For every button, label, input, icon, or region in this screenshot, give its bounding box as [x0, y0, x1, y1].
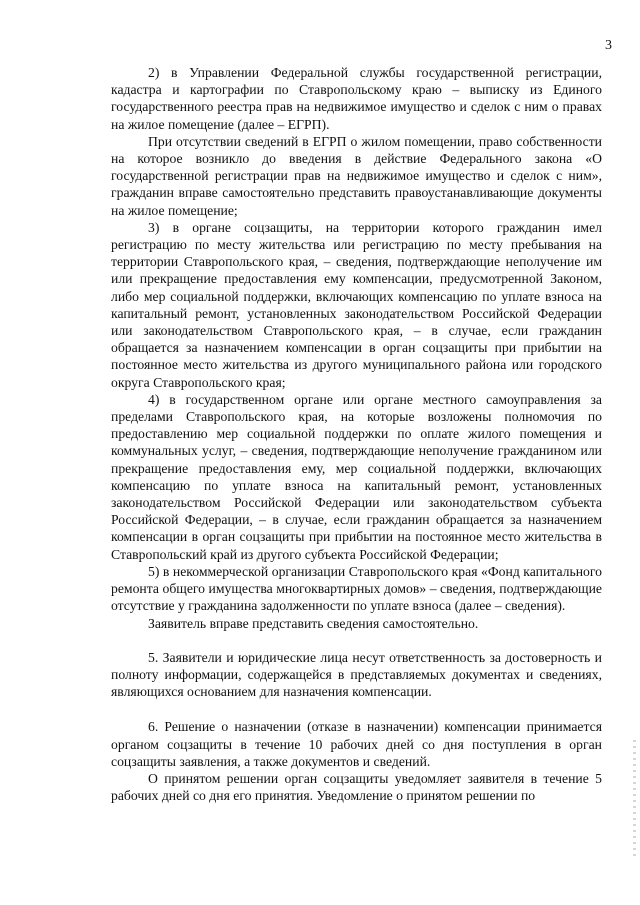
paragraph-item-4: 4) в государственном органе или органе местного самоуправления за пределами Ставропольского края, на которые возложены полномочия по предоставлению мер социальной поддержки по оплате жилого помещения и коммунальных услуг, – сведения, подтверждающие неполучение гражданином или прекращение предоставления ему, мер социальной поддержки, включающих компенсацию по уплате взноса на капитальный ремонт, установленных законодательством Российской Федерации или законодательством субъекта Российской Федерации, – в случае, если гражданин обращается за назначением компенсации в орган соцзащиты при прибытии на постоянное место жительства в Ставропольский край из другого субъекта Российской Федерации; [111, 391, 602, 562]
scan-margin-marks [633, 740, 636, 860]
page-number: 3 [605, 38, 612, 53]
paragraph-item-2: 2) в Управлении Федеральной службы государственной регистрации, кадастра и картографии по Ставропольскому краю – выписку из Единого государственного реестра прав на недвижимое имущество и сделок с ним о правах на жилое помещение (далее – ЕГРП). [111, 65, 602, 132]
paragraph-self-submit: Заявитель вправе представить сведения самостоятельно. [148, 615, 479, 631]
paragraph-item-5: 5) в некоммерческой организации Ставропольского края «Фонд капитального ремонта общего имущества многоквартирных домов» – сведения, подтверждающие отсутствие у гражданина задолженности по уплате взноса (далее – сведения). [111, 563, 602, 614]
paragraph-item-3: 3) в органе соцзащиты, на территории которого гражданин имел регистрацию по месту жительства или регистрацию по месту пребывания на территории Ставропольского края, – сведения, подтверждающие неполучение им или прекращение предоставления ему компенсации, предусмотренной Законом, либо мер социальной поддержки, включающих компенсацию по уплате взноса на капитальный ремонт, установленных законодательством Российской Федерации или законодательством Ставропольского края, – в случае, если гражданин обращается за назначением компенсации в орган соцзащиты при прибытии на постоянное место жительства из другого муниципального района или городского округа Ставропольского края; [111, 219, 602, 390]
paragraph-section-5: 5. Заявители и юридические лица несут ответственность за достоверность и полноту информации, содержащейся в представляемых документах и сведениях, являющихся основанием для назначения компенсации. [111, 649, 602, 700]
document-body [111, 64, 602, 804]
paragraph-section-6: 6. Решение о назначении (отказе в назначении) компенсации принимается органом соцзащиты в течение 10 рабочих дней со дня поступления в орган соцзащиты заявления, а также документов и сведений. [111, 719, 602, 769]
paragraph-egrp-note: При отсутствии сведений в ЕГРП о жилом помещении, право собственности на которое возникло до введения в действие Федерального закона «О государственной регистрации прав на недвижимое имущество и сделок с ним», гражданин вправе самостоятельно представить правоустанавливающие документы на жилое помещение; [111, 133, 602, 218]
paragraph-notification: О принятом решении орган соцзащиты уведомляет заявителя в течение 5 рабочих дней со дня его принятия. Уведомление о принятом решении по [111, 770, 602, 804]
